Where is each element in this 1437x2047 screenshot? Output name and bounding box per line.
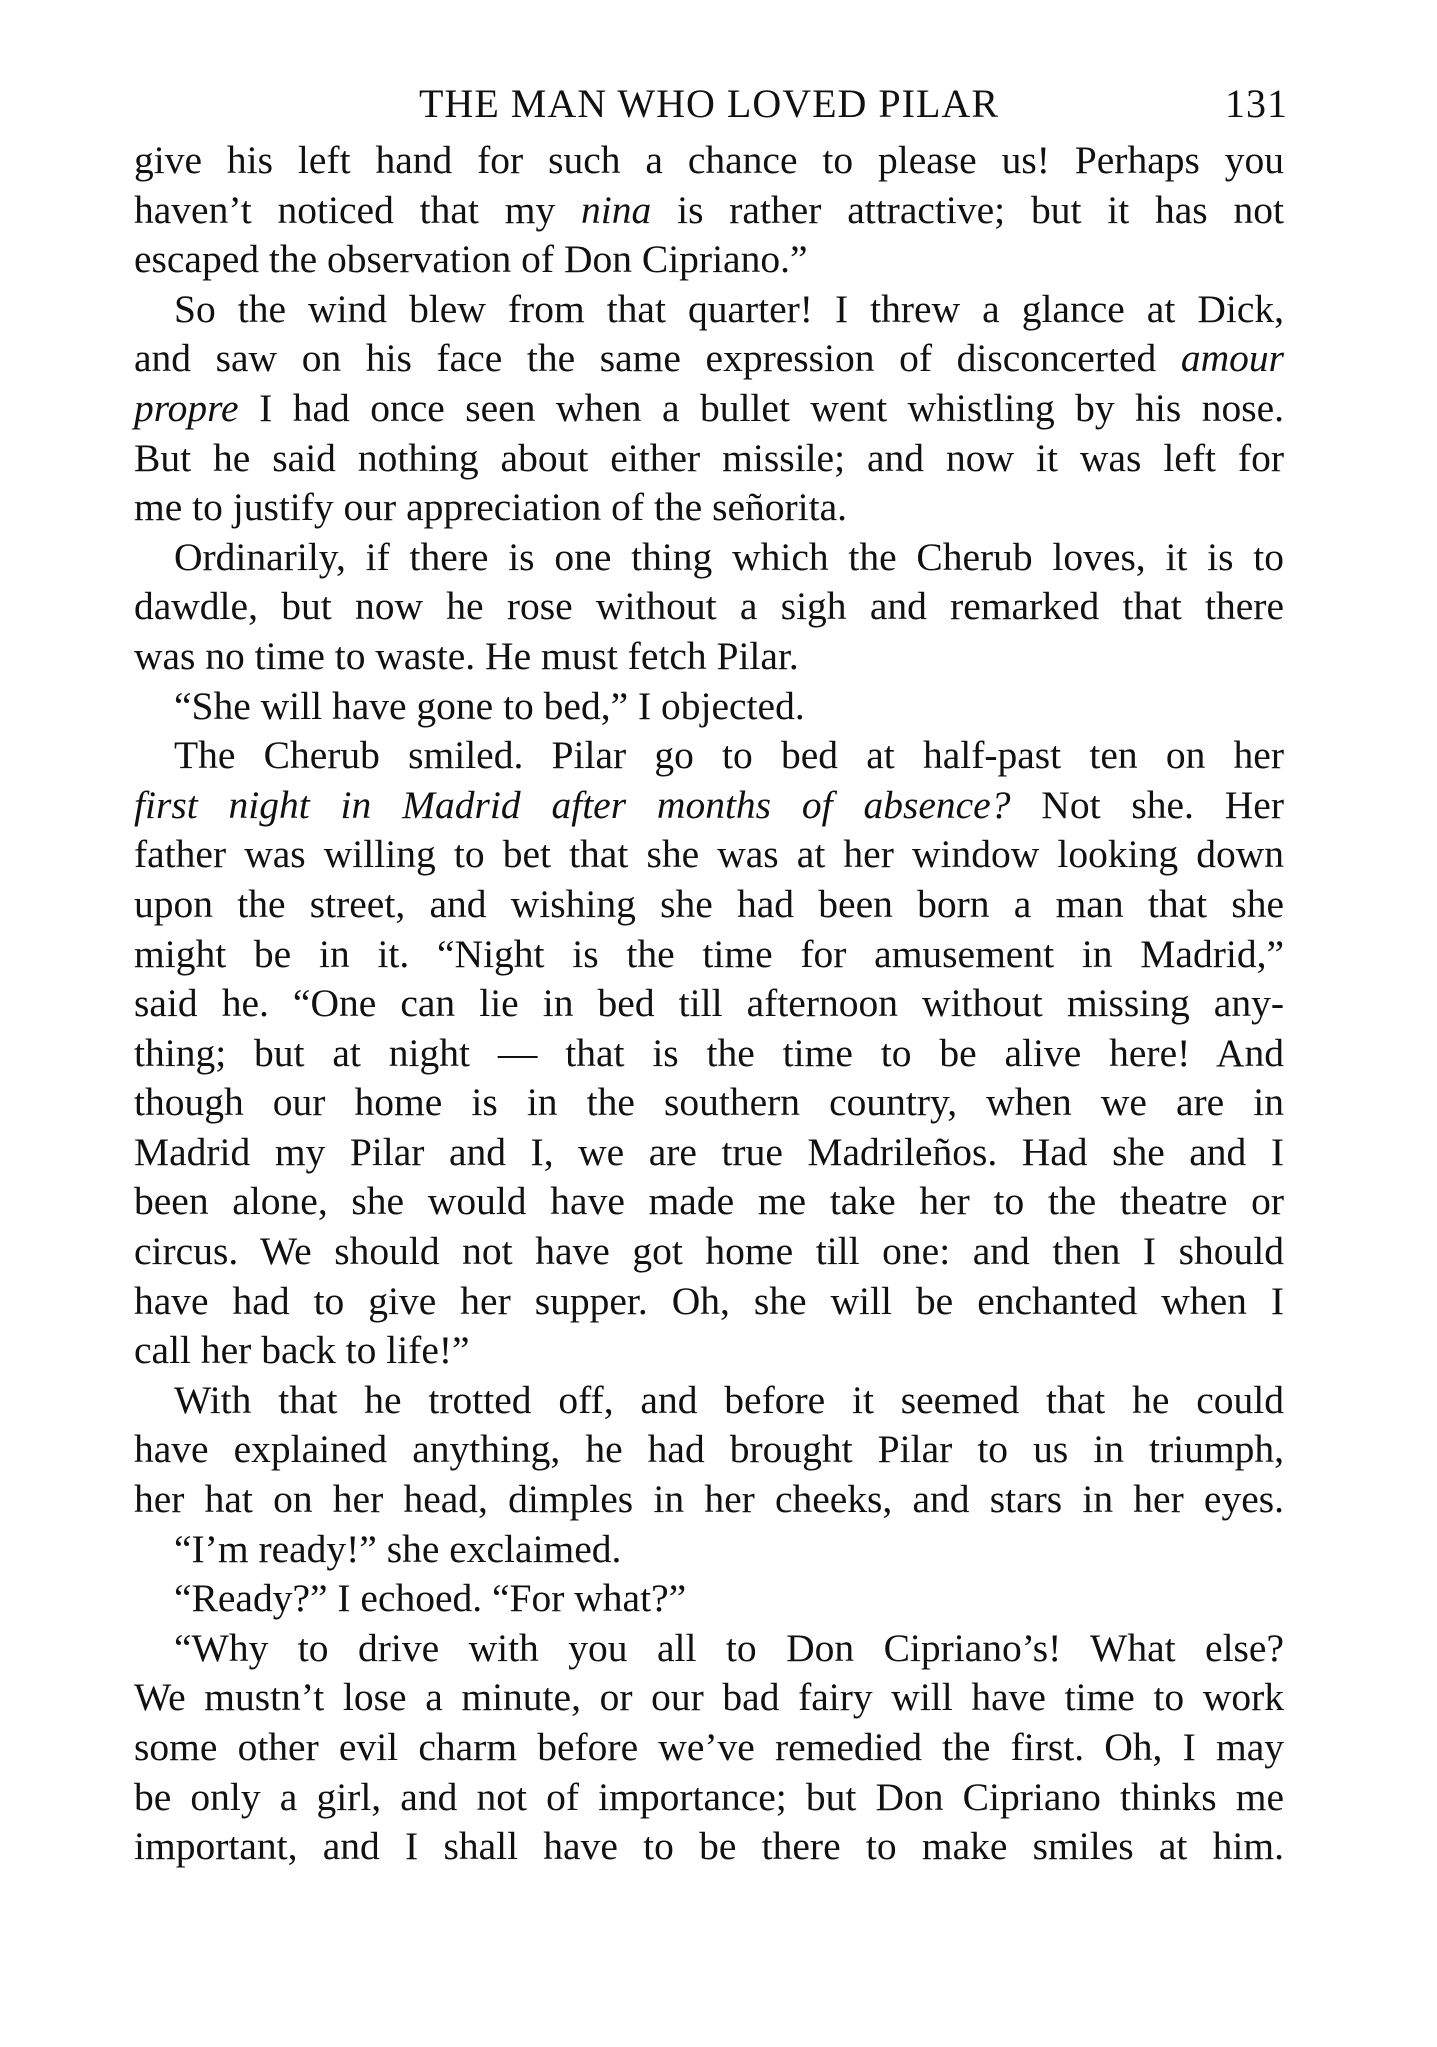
text-line-9: Ordinarily, if there is one thing which the Cherub loves, it is to (174, 534, 1284, 579)
text-line-19: thing; but at night — that is the time to be alive here! And (134, 1030, 1284, 1075)
text-line-10: dawdle, but now he rose without a sigh and remarked that there (134, 584, 1284, 629)
text-line-22: been alone, she would have made me take her to the theatre or (134, 1179, 1284, 1224)
text-line-24: have had to give her supper. Oh, she will be enchanted when I (134, 1278, 1284, 1323)
text-line-12: “She will have gone to bed,” I objected. (174, 683, 805, 728)
text-line-15: father was willing to bet that she was at her window looking down (134, 832, 1284, 877)
running-title: THE MAN WHO LOVED PILAR (419, 81, 999, 126)
text-line-14: first night in Madrid after months of absence? Not she. Her (134, 782, 1284, 827)
text-line-4: So the wind blew from that quarter! I threw a glance at Dick, (174, 286, 1284, 331)
text-line-34: be only a girl, and not of importance; but Don Cipriano thinks me (134, 1774, 1284, 1819)
text-line-16: upon the street, and wishing she had been born a man that she (134, 881, 1284, 926)
text-line-23: circus. We should not have got home till one: and then I should (134, 1229, 1284, 1274)
text-line-25: call her back to life!” (134, 1328, 470, 1373)
book-page (134, 74, 1288, 1872)
text-line-26: With that he trotted off, and before it seemed that he could (174, 1377, 1284, 1422)
italic-phrase: first night in Madrid after months of absence? (134, 782, 1011, 827)
text-line-29: “I’m ready!” she exclaimed. (174, 1526, 622, 1571)
text-line-28: her hat on her head, dimples in her cheeks, and stars in her eyes. (134, 1477, 1284, 1522)
text-line-20: though our home is in the southern country, when we are in (134, 1080, 1284, 1125)
text-line-1: give his left hand for such a chance to please us! Perhaps you (134, 138, 1284, 182)
text-line-33: some other evil charm before we’ve remedied the first. Oh, I may (134, 1725, 1284, 1769)
text-line-13: The Cherub smiled. Pilar go to bed at half-past ten on her (174, 733, 1284, 778)
text-line-17: might be in it. “Night is the time for amusement in Madrid,” (134, 931, 1284, 976)
text-line-35: important, and I shall have to be there to make smiles at him. (134, 1824, 1284, 1869)
text-line-7: But he said nothing about either missile; and now it was left for (134, 435, 1284, 480)
page-body (134, 136, 1284, 1872)
italic-word: nina (581, 187, 652, 232)
text-line-8: me to justify our appreciation of the señorita. (134, 485, 847, 530)
italic-word: propre (134, 385, 239, 430)
text-line-6: propre I had once seen when a bullet went whistling by his nose. (134, 385, 1284, 430)
text-line-11: was no time to waste. He must fetch Pilar. (134, 633, 799, 678)
page-number: 131 (1225, 81, 1288, 126)
text-line-2: haven’t noticed that my nina is rather attractive; but it has not (134, 187, 1284, 232)
text-line-21: Madrid my Pilar and I, we are true Madrileños. Had she and I (134, 1129, 1284, 1174)
text-line-5: and saw on his face the same expression of disconcerted amour (134, 336, 1284, 381)
page-header (134, 74, 1288, 134)
text-line-31: “Why to drive with you all to Don Cipriano’s! What else? (174, 1625, 1284, 1670)
text-line-3: escaped the observation of Don Cipriano.” (134, 237, 808, 282)
text-line-32: We mustn’t lose a minute, or our bad fairy will have time to work (134, 1675, 1284, 1720)
text-line-18: said he. “One can lie in bed till afternoon without missing any- (134, 981, 1284, 1026)
text-line-30: “Ready?” I echoed. “For what?” (174, 1576, 687, 1621)
text-line-27: have explained anything, he had brought Pilar to us in triumph, (134, 1427, 1284, 1472)
italic-word: amour (1180, 336, 1284, 381)
